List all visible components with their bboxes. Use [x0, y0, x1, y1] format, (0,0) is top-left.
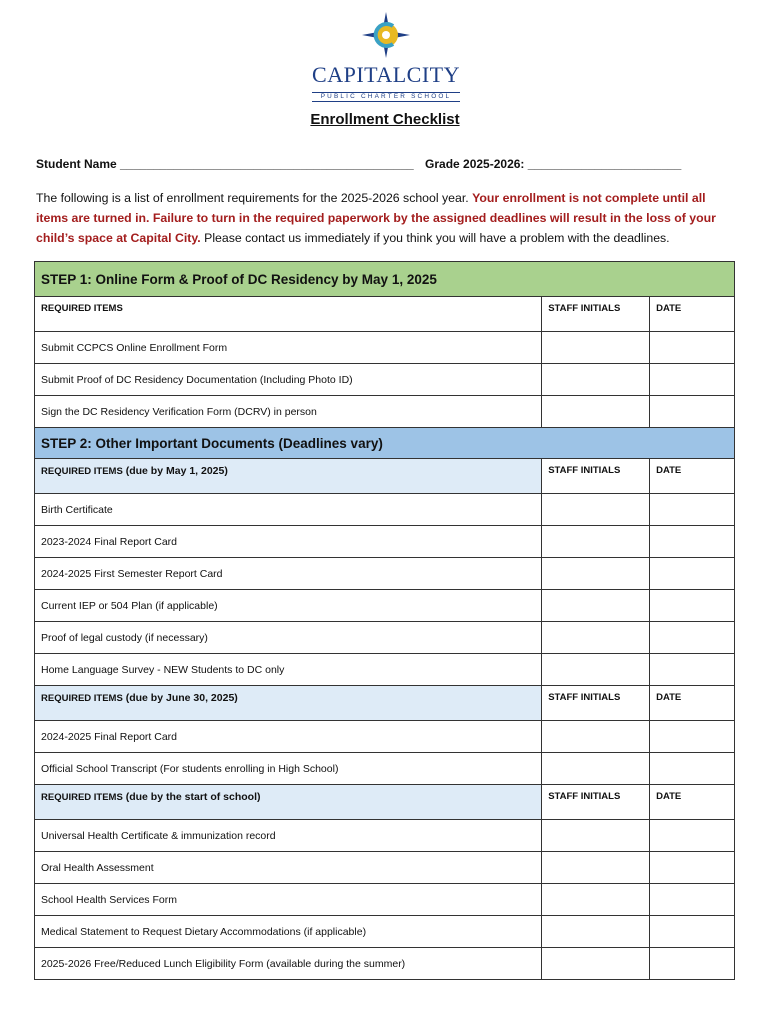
item-label: Birth Certificate [35, 494, 542, 526]
staff-initials-cell[interactable] [542, 721, 650, 753]
step1-title: STEP 1: Online Form & Proof of DC Residency by May 1, 2025 [35, 262, 735, 297]
date-cell[interactable] [650, 654, 735, 686]
step1-column-header [35, 297, 735, 332]
logo-title: CAPITALCITY [312, 62, 460, 87]
intro-warning: Your enrollment is not complete until all items are turned in. Failure to turn in the required paperwork by the assigned deadlines will result in the loss of your child’s space at Capital City. [36, 191, 716, 245]
staff-initials-header: STAFF INITIALS [542, 297, 650, 332]
date-header: DATE [650, 297, 735, 332]
table-row [35, 852, 735, 884]
group-header-may [35, 459, 735, 494]
staff-initials-cell[interactable] [542, 916, 650, 948]
item-label: Submit CCPCS Online Enrollment Form [35, 332, 542, 364]
table-row [35, 654, 735, 686]
page-title: Enrollment Checklist [310, 111, 460, 128]
staff-initials-cell[interactable] [542, 494, 650, 526]
date-cell[interactable] [650, 916, 735, 948]
staff-initials-cell[interactable] [542, 364, 650, 396]
date-cell[interactable] [650, 332, 735, 364]
item-label: Oral Health Assessment [35, 852, 542, 884]
sun-compass-icon [360, 10, 412, 60]
table-row [35, 396, 735, 428]
step1-header [35, 262, 735, 297]
staff-initials-cell[interactable] [542, 948, 650, 980]
item-label: Official School Transcript (For students enrolling in High School) [35, 753, 542, 785]
date-cell[interactable] [650, 396, 735, 428]
item-label: Submit Proof of DC Residency Documentation (Including Photo ID) [35, 364, 542, 396]
intro-paragraph [36, 188, 736, 248]
group-header-school-start [35, 785, 735, 820]
staff-initials-cell[interactable] [542, 820, 650, 852]
item-label: School Health Services Form [35, 884, 542, 916]
item-label: Home Language Survey - NEW Students to DC only [35, 654, 542, 686]
staff-initials-cell[interactable] [542, 526, 650, 558]
step2-title: STEP 2: Other Important Documents (Deadlines vary) [35, 428, 735, 459]
required-items-header: REQUIRED ITEMS (due by May 1, 2025) [35, 459, 542, 494]
date-cell[interactable] [650, 721, 735, 753]
staff-initials-cell[interactable] [542, 590, 650, 622]
staff-initials-cell[interactable] [542, 654, 650, 686]
table-row [35, 820, 735, 852]
grade-field[interactable]: Grade 2025-2026: _______________________ [425, 157, 682, 171]
item-label: Current IEP or 504 Plan (if applicable) [35, 590, 542, 622]
school-logo [306, 10, 466, 98]
table-row [35, 622, 735, 654]
intro-contact: Please contact us immediately if you think you will have a problem with the deadlines. [200, 231, 670, 245]
table-row [35, 558, 735, 590]
date-cell[interactable] [650, 558, 735, 590]
staff-initials-cell[interactable] [542, 852, 650, 884]
item-label: 2024-2025 Final Report Card [35, 721, 542, 753]
table-row [35, 948, 735, 980]
table-row [35, 526, 735, 558]
date-cell[interactable] [650, 852, 735, 884]
staff-initials-cell[interactable] [542, 622, 650, 654]
date-cell[interactable] [650, 494, 735, 526]
date-header: DATE [650, 459, 735, 494]
intro-text: The following is a list of enrollment requirements for the 2025-2026 school year. [36, 191, 473, 205]
table-row [35, 332, 735, 364]
date-cell[interactable] [650, 622, 735, 654]
table-row [35, 884, 735, 916]
item-label: 2024-2025 First Semester Report Card [35, 558, 542, 590]
table-row [35, 590, 735, 622]
date-cell[interactable] [650, 753, 735, 785]
required-items-header: REQUIRED ITEMS (due by June 30, 2025) [35, 686, 542, 721]
date-header: DATE [650, 686, 735, 721]
logo-subtitle: PUBLIC CHARTER SCHOOL [312, 92, 460, 102]
date-cell[interactable] [650, 948, 735, 980]
table-row [35, 753, 735, 785]
item-label: 2023-2024 Final Report Card [35, 526, 542, 558]
item-label: Medical Statement to Request Dietary Accommodations (if applicable) [35, 916, 542, 948]
table-row [35, 721, 735, 753]
date-cell[interactable] [650, 884, 735, 916]
date-cell[interactable] [650, 820, 735, 852]
staff-initials-cell[interactable] [542, 332, 650, 364]
checklist-table [34, 261, 735, 980]
date-cell[interactable] [650, 590, 735, 622]
group-header-june [35, 686, 735, 721]
item-label: Proof of legal custody (if necessary) [35, 622, 542, 654]
student-name-field[interactable]: Student Name ____________________________________________ [36, 157, 414, 171]
staff-initials-cell[interactable] [542, 558, 650, 590]
date-header: DATE [650, 785, 735, 820]
date-cell[interactable] [650, 526, 735, 558]
staff-initials-cell[interactable] [542, 396, 650, 428]
staff-initials-header: STAFF INITIALS [542, 785, 650, 820]
item-label: 2025-2026 Free/Reduced Lunch Eligibility Form (available during the summer) [35, 948, 542, 980]
table-row [35, 364, 735, 396]
step2-header [35, 428, 735, 459]
staff-initials-header: STAFF INITIALS [542, 686, 650, 721]
table-row [35, 916, 735, 948]
required-items-header: REQUIRED ITEMS (due by the start of school) [35, 785, 542, 820]
item-label: Universal Health Certificate & immunization record [35, 820, 542, 852]
staff-initials-cell[interactable] [542, 753, 650, 785]
staff-initials-cell[interactable] [542, 884, 650, 916]
item-label: Sign the DC Residency Verification Form (DCRV) in person [35, 396, 542, 428]
required-items-header: REQUIRED ITEMS [35, 297, 542, 332]
staff-initials-header: STAFF INITIALS [542, 459, 650, 494]
date-cell[interactable] [650, 364, 735, 396]
table-row [35, 494, 735, 526]
student-info-line [36, 157, 736, 171]
